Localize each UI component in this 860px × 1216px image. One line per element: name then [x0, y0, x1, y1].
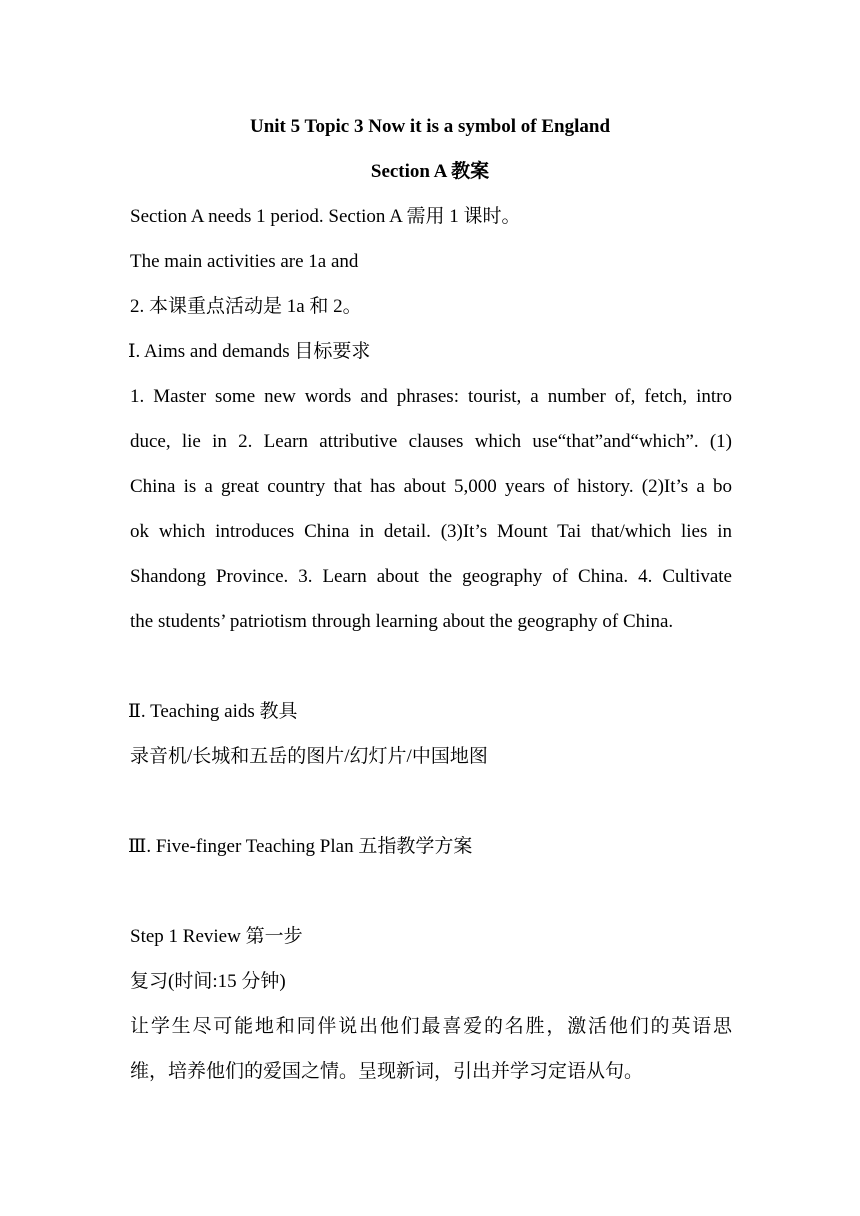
section-heading-plan: Ⅲ. Five-finger Teaching Plan 五指教学方案 [128, 836, 473, 857]
activities-cn-line: 2. 本课重点活动是 1a 和 2。 [130, 296, 362, 317]
document-subtitle: Section A 教案 [370, 161, 490, 182]
aims-paragraph-line: duce, lie in 2. Learn attributive clauses which use“that”and“which”. (1) [130, 431, 732, 452]
aims-paragraph-line: Shandong Province. 3. Learn about the geography of China. 4. Cultivate [130, 566, 732, 587]
step-description-line: 维，培养他们的爱国之情。呈现新词，引出并学习定语从句。 [130, 1061, 644, 1082]
step-time: 复习(时间:15 分钟) [130, 971, 286, 992]
step-description-line: 让学生尽可能地和同伴说出他们最喜爱的名胜，激活他们的英语思 [130, 1016, 732, 1037]
step-heading: Step 1 Review 第一步 [130, 926, 303, 947]
aims-paragraph-line: 1. Master some new words and phrases: tourist, a number of, fetch, intro [130, 386, 732, 407]
section-heading-aims: Ⅰ. Aims and demands 目标要求 [128, 341, 371, 362]
aids-list: 录音机/长城和五岳的图片/幻灯片/中国地图 [130, 746, 488, 767]
period-line: Section A needs 1 period. Section A 需用 1 课时。 [130, 206, 521, 227]
aims-paragraph-line: the students’ patriotism through learning about the geography of China. [130, 611, 674, 632]
activities-line: The main activities are 1a and [130, 251, 359, 272]
document-title: Unit 5 Topic 3 Now it is a symbol of England [249, 116, 611, 137]
aims-paragraph-line: ok which introduces China in detail. (3)It’s Mount Tai that/which lies in [130, 521, 732, 542]
aims-paragraph-line: China is a great country that has about 5,000 years of history. (2)It’s a bo [130, 476, 732, 497]
section-heading-aids: Ⅱ. Teaching aids 教具 [128, 701, 298, 722]
